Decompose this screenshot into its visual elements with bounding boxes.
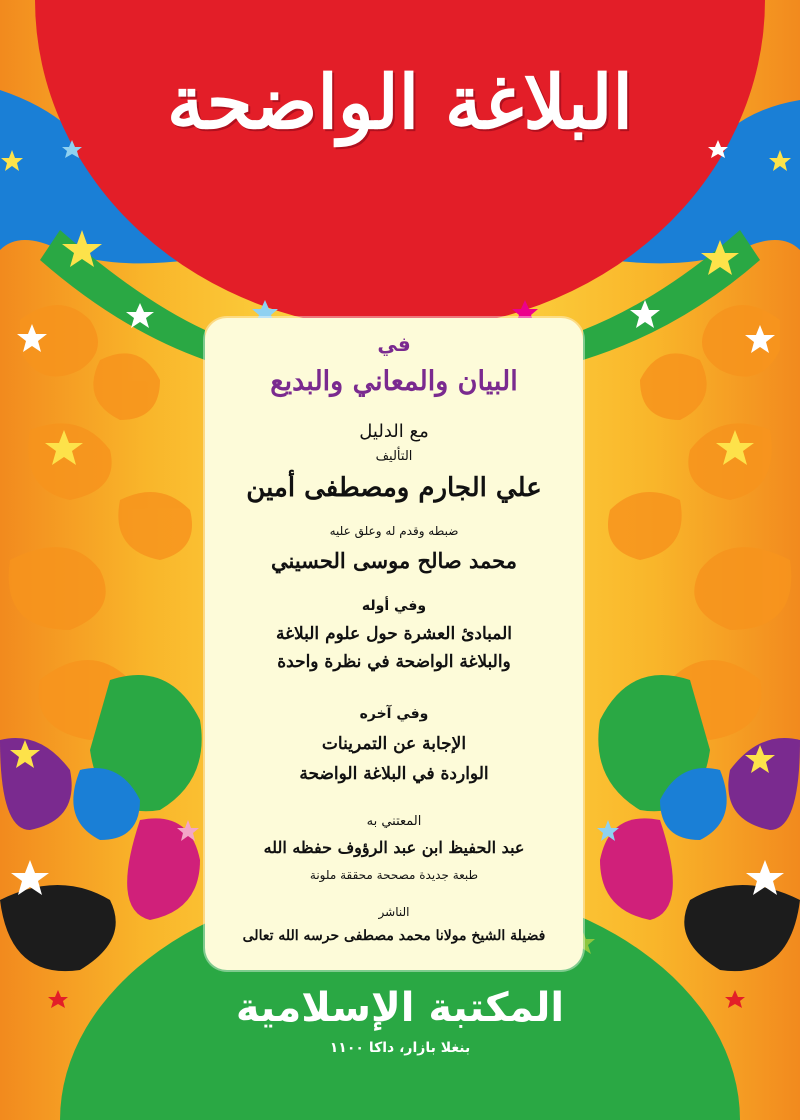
star-icon xyxy=(48,990,68,1008)
publisher-address: بنغلا بازار، داكا ١١٠٠ xyxy=(329,1040,471,1056)
red-semicircle xyxy=(35,0,765,330)
beginning-line-1: المبادئ العشرة حول علوم البلاغة xyxy=(275,624,513,644)
title-panel xyxy=(205,318,583,970)
fi-label: في xyxy=(377,332,411,356)
subtitle: البيان والمعاني والبديع xyxy=(270,366,518,397)
editor: محمد صالح موسى الحسيني xyxy=(271,548,517,573)
caretaker: عبد الحفيظ ابن عبد الرؤوف حفظه الله xyxy=(263,838,525,857)
authorship-label: التأليف xyxy=(375,449,413,464)
ma-al-dalil: مع الدليل xyxy=(359,421,429,442)
publisher-person: فضيلة الشيخ مولانا محمد مصطفى حرسه الله تعالى xyxy=(242,928,546,944)
beginning-line-2: والبلاغة الواضحة في نظرة واحدة xyxy=(277,652,511,672)
end-label: وفي آخره xyxy=(359,706,429,722)
dark-ornament-left xyxy=(0,885,116,971)
publisher-label: الناشر xyxy=(378,905,410,919)
beginning-label: وفي أوله xyxy=(361,598,427,614)
book-title: البلاغة الواضحة xyxy=(167,60,633,146)
purple-ornament-right xyxy=(728,738,800,830)
dark-ornament-right xyxy=(684,885,800,971)
publisher-name: المكتبة الإسلامية xyxy=(235,985,565,1031)
star-icon xyxy=(725,990,745,1008)
edited-label: ضبطه وقدم له وعلق عليه xyxy=(329,524,459,538)
arabesque-pattern-right xyxy=(608,305,791,740)
end-line-2: الواردة في البلاغة الواضحة xyxy=(299,764,489,784)
end-line-1: الإجابة عن التمرينات xyxy=(321,734,467,754)
arabesque-pattern-left xyxy=(9,305,192,740)
authors: علي الجارم ومصطفى أمين xyxy=(246,473,542,503)
edition-note: طبعة جديدة مصححة محققة ملونة xyxy=(309,868,479,882)
caretaker-label: المعتني به xyxy=(366,814,422,829)
